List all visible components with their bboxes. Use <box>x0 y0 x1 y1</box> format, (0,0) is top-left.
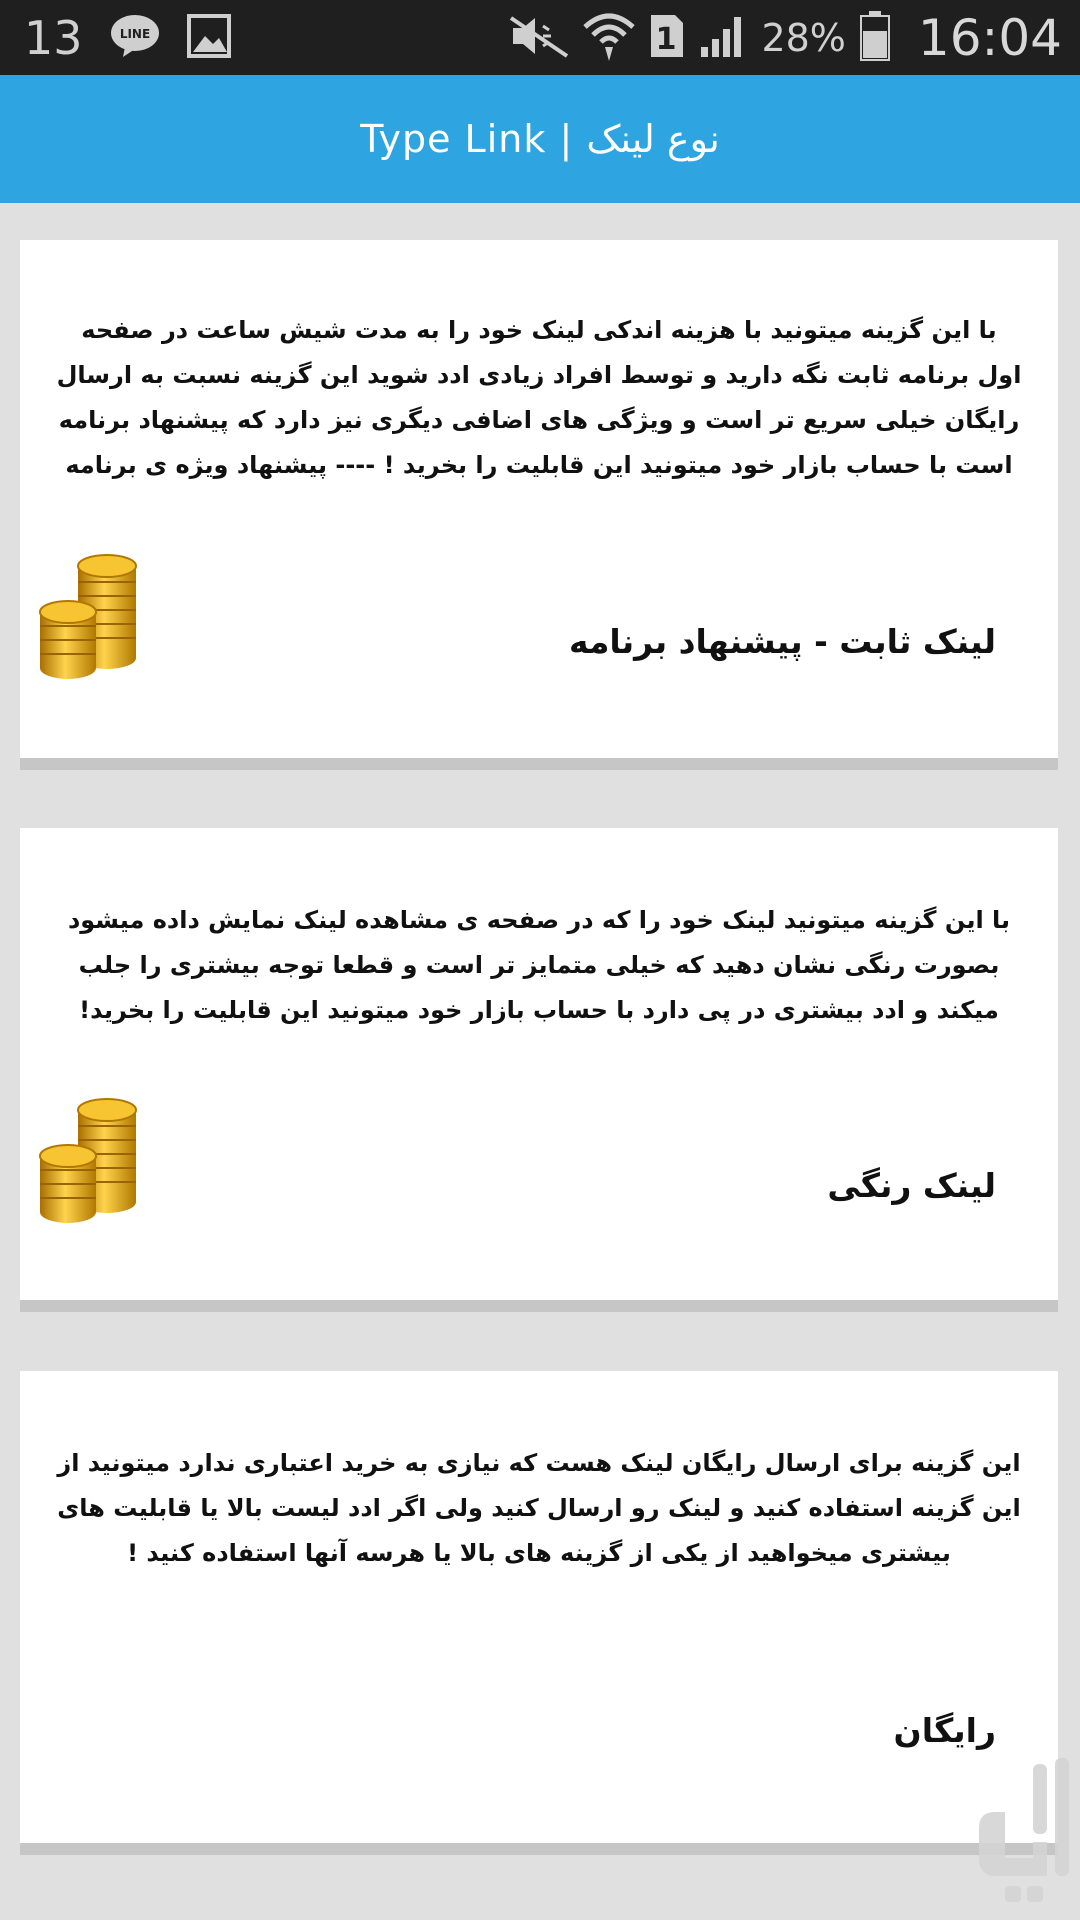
option-description: با این گزینه میتونید با هزینه اندکی لینک خود را به مدت شیش ساعت در صفحه اول برنامه ثابت نگه دارید و توسط افراد زیادی ادد شوید این گزینه نسبت به ارسال رایگان خیلی سریع تر است و ویژگی های اضافی دیگری نیز دارد که پیشنهاد برنامه است با حساب بازار خود میتونید این قابلیت را بخرید ! ---- پیشنهاد ویژه ی برنامه <box>56 316 1022 479</box>
wifi-icon <box>583 11 635 65</box>
option-card-colored-link[interactable] <box>20 828 1058 1312</box>
bazaar-logo-icon <box>975 1758 1075 1908</box>
gold-coins-icon <box>38 1096 142 1226</box>
status-bar <box>0 0 1080 75</box>
line-app-icon <box>109 13 161 63</box>
gallery-icon <box>187 14 231 62</box>
option-card-fixed-link[interactable] <box>20 240 1058 770</box>
signal-icon <box>699 13 747 63</box>
svg-text:LINE: LINE <box>119 26 150 41</box>
notification-count: 13 <box>24 10 83 65</box>
battery-icon <box>860 11 890 65</box>
app-bar <box>0 75 1080 203</box>
mute-icon <box>509 14 569 62</box>
clock-time: 16:04 <box>917 8 1062 67</box>
gold-coins-icon <box>38 552 142 682</box>
option-title: لینک ثابت - پیشنهاد برنامه <box>568 622 996 661</box>
option-description: با این گزینه میتونید لینک خود را که در صفحه ی مشاهده لینک نمایش داده میشود بصورت رنگی نشان دهید که خیلی متمایز تر است و قطعا توجه بیشتری را جلب میکند و ادد بیشتری در پی دارد با حساب بازار خود میتونید این قابلیت را بخرید! <box>67 906 1011 1024</box>
option-title: لینک رنگی <box>827 1166 996 1205</box>
option-card-free[interactable] <box>20 1371 1058 1855</box>
option-description: این گزینه برای ارسال رایگان لینک هست که نیازی به خرید اعتباری ندارد میتونید از این گزینه استفاده کنید و لینک رو ارسال کنید ولی اگر ادد لیست بالا یا قابلیت های بیشتری میخواهید از یکی از گزینه های بالا یا هرسه آنها استفاده کنید ! <box>57 1449 1021 1567</box>
sim-icon <box>649 13 685 63</box>
sim-slot-number: 1 <box>656 21 677 57</box>
option-title: رایگان <box>893 1711 996 1750</box>
page-title: Type Link | نوع لینک <box>360 117 720 161</box>
battery-percent: 28% <box>761 15 846 60</box>
